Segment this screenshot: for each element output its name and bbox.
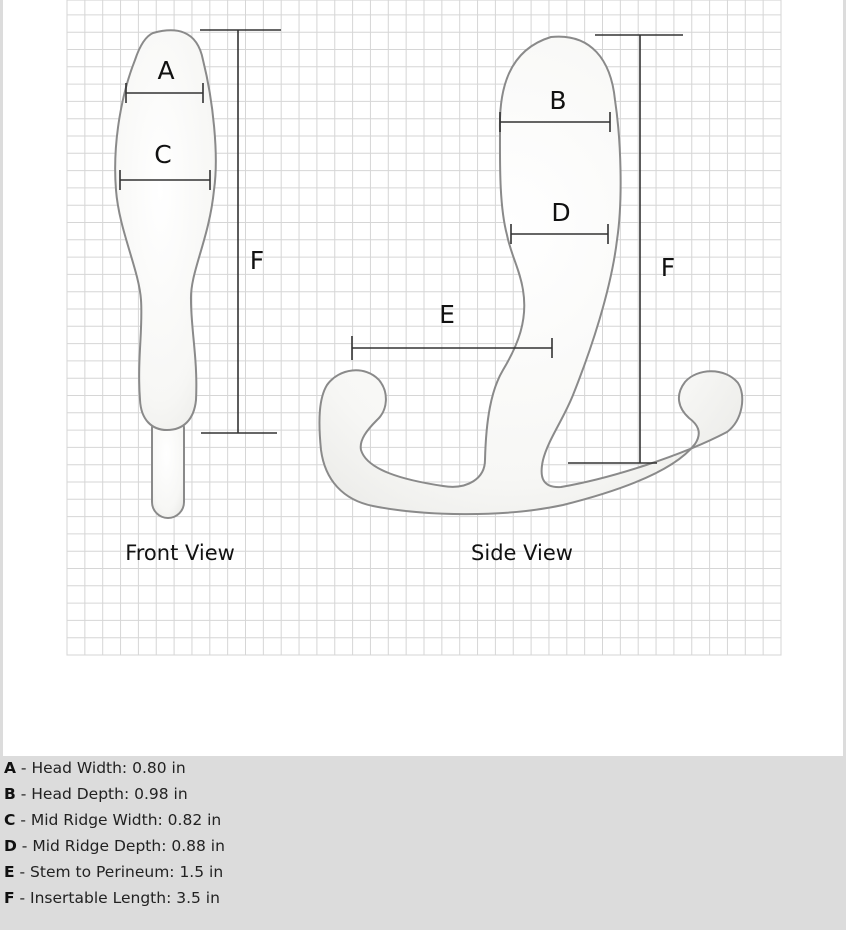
legend-key: F — [4, 889, 15, 907]
legend-row-a — [4, 757, 844, 783]
marker-e: E — [439, 300, 455, 329]
marker-b: B — [549, 86, 567, 115]
legend-row-d — [4, 835, 844, 861]
legend-row-e — [4, 861, 844, 887]
legend-key: A — [4, 759, 16, 777]
legend-row-b — [4, 783, 844, 809]
legend-row-c — [4, 809, 844, 835]
marker-f-side: F — [660, 253, 676, 282]
legend-text: - Head Width: 0.80 in — [16, 759, 186, 777]
legend-text: - Head Depth: 0.98 in — [15, 785, 188, 803]
legend-row-f — [4, 887, 844, 913]
marker-f-front: F — [249, 246, 265, 275]
front-view-label: Front View — [125, 541, 235, 565]
figure-panel — [3, 0, 843, 756]
dimension-diagram — [3, 0, 843, 756]
legend-text: - Mid Ridge Depth: 0.88 in — [16, 837, 225, 855]
legend-key: B — [4, 785, 16, 803]
measurement-legend — [4, 757, 844, 913]
marker-c: C — [154, 140, 172, 169]
side-view-label: Side View — [471, 541, 573, 565]
legend-text: - Mid Ridge Width: 0.82 in — [15, 811, 222, 829]
marker-a: A — [157, 56, 175, 85]
marker-d: D — [551, 198, 571, 227]
legend-key: C — [4, 811, 16, 829]
legend-text: - Insertable Length: 3.5 in — [14, 889, 220, 907]
legend-key: D — [4, 837, 17, 855]
legend-key: E — [4, 863, 15, 881]
legend-text: - Stem to Perineum: 1.5 in — [14, 863, 224, 881]
